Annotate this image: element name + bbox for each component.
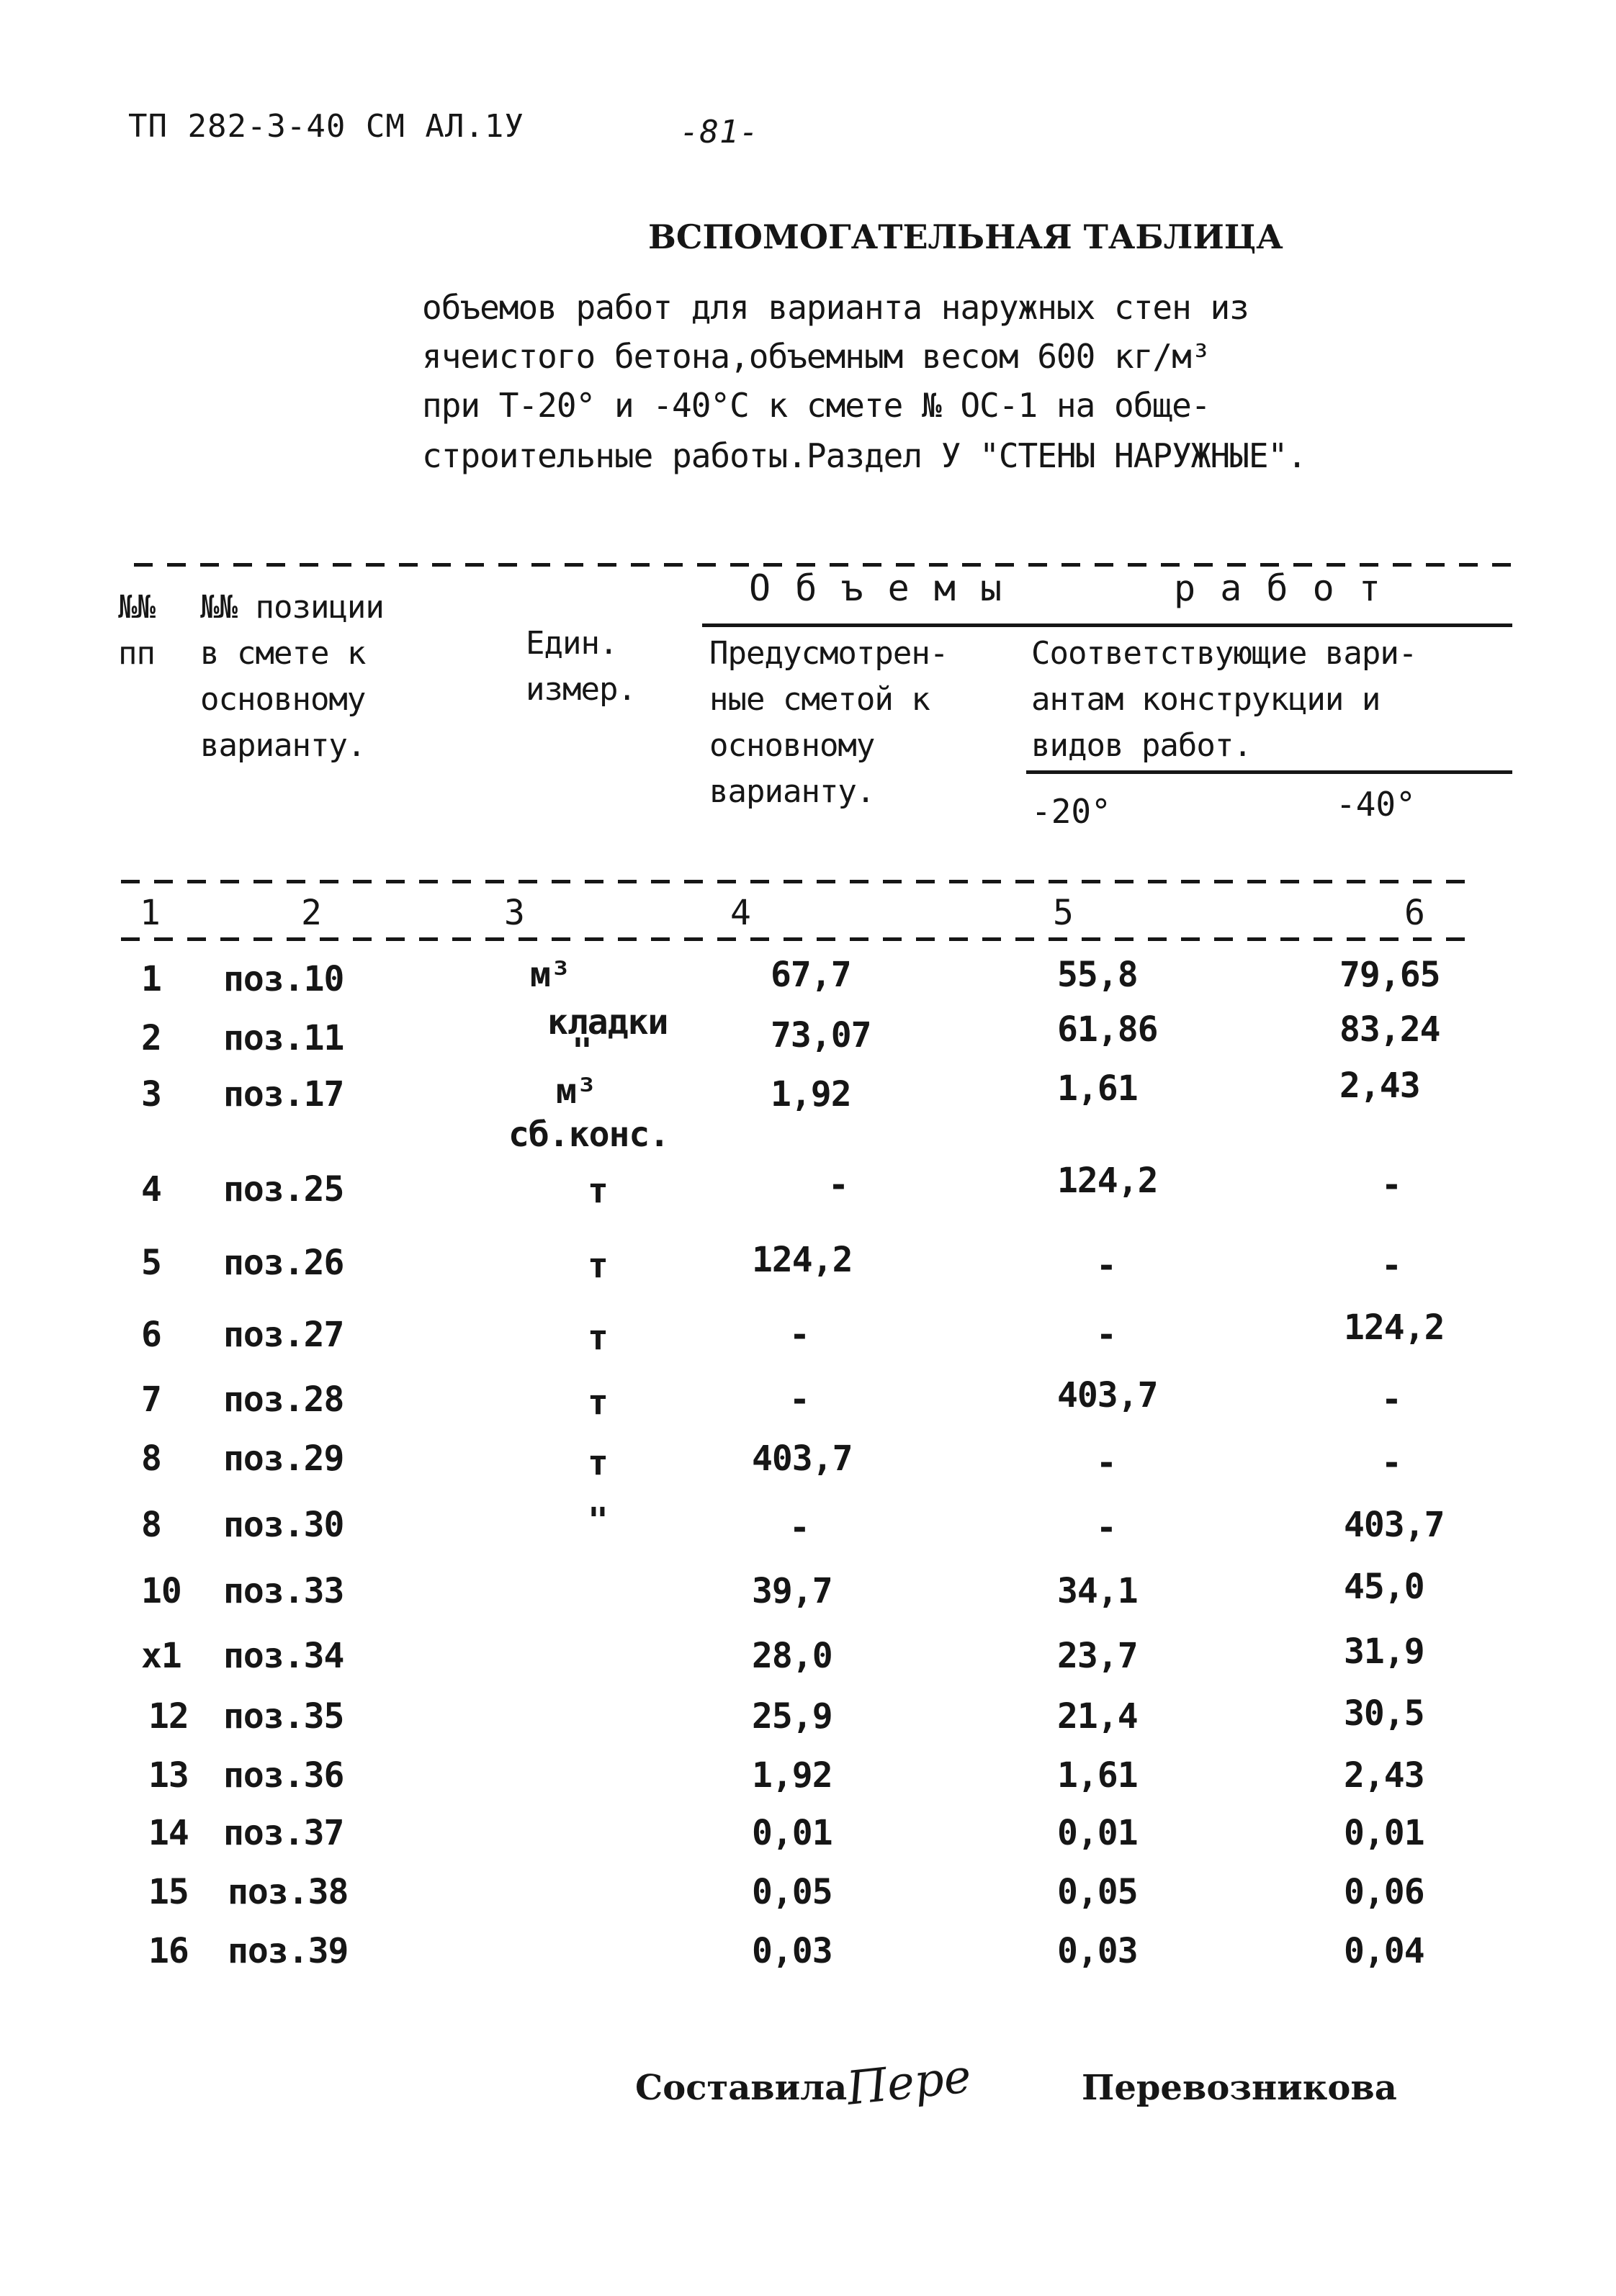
header-col2: №№ позиции в смете к основному варианту. (200, 589, 384, 764)
row-5-col4: 124,2 (752, 1240, 853, 1280)
row-2-unit-ditto: " (572, 1031, 592, 1071)
row-9-number: 8 (141, 1505, 161, 1545)
row-6-col5: - (1096, 1315, 1116, 1355)
colnum-2: 2 (301, 893, 322, 933)
row-6-col4: - (789, 1315, 809, 1355)
description-line-3: при Т-20° и -40°С к смете № ОС-1 на обще- (422, 386, 1211, 425)
row-7-position: поз.28 (223, 1379, 344, 1420)
row-13-number: 13 (148, 1755, 189, 1796)
row-11-col6: 31,9 (1344, 1631, 1424, 1672)
row-6-position: поз.27 (223, 1315, 344, 1355)
row-10-col5: 34,1 (1057, 1571, 1138, 1611)
table-title: ВСПОМОГАТЕЛЬНАЯ ТАБЛИЦА (648, 217, 1283, 256)
page-number: -81- (680, 114, 759, 150)
row-3-unit-line2: сб.конс. (508, 1115, 670, 1155)
row-14-col4: 0,01 (752, 1813, 832, 1853)
colnum-3: 3 (504, 893, 525, 933)
row-15-col5: 0,05 (1057, 1872, 1138, 1912)
row-14-col5: 0,01 (1057, 1813, 1138, 1853)
header-col4: Предусмотрен- ные сметой к основному варианту. (709, 635, 948, 810)
header-works: р а б о т (1174, 567, 1382, 609)
row-9-unit: " (588, 1500, 608, 1541)
row-8-col4: 403,7 (752, 1439, 853, 1479)
compiled-label: Составила (635, 2068, 848, 2108)
row-16-col5: 0,03 (1057, 1931, 1138, 1971)
header-volumes: О б ъ е м ы (749, 567, 1004, 609)
row-15-position: поз.38 (228, 1872, 349, 1912)
row-6-number: 6 (141, 1315, 161, 1355)
row-11-position: поз.34 (223, 1636, 344, 1676)
row-1-col6: 79,65 (1339, 955, 1440, 995)
header-bottom-rule (121, 880, 1475, 883)
row-5-col6: - (1381, 1246, 1401, 1286)
row-1-col5: 55,8 (1057, 955, 1138, 995)
row-3-col4: 1,92 (771, 1074, 851, 1115)
row-13-col6: 2,43 (1344, 1755, 1424, 1796)
header-col56: Соответствующие вари- антам конструкции и видов работ. (1031, 635, 1417, 764)
row-9-col6: 403,7 (1344, 1505, 1445, 1545)
row-13-position: поз.36 (223, 1755, 344, 1796)
row-3-unit: м³ (556, 1071, 596, 1112)
row-5-col5: - (1096, 1246, 1116, 1286)
row-10-col6: 45,0 (1344, 1567, 1424, 1607)
row-2-col5: 61,86 (1057, 1009, 1158, 1050)
row-1-position: поз.10 (223, 959, 344, 999)
row-16-number: 16 (148, 1931, 189, 1971)
row-10-position: поз.33 (223, 1571, 344, 1611)
row-10-col4: 39,7 (752, 1571, 832, 1611)
colnum-6: 6 (1404, 893, 1425, 933)
header-col6: -40° (1336, 785, 1416, 824)
row-7-unit: т (588, 1382, 608, 1423)
row-7-col4: - (789, 1379, 809, 1420)
row-4-unit: т (588, 1171, 608, 1211)
row-14-position: поз.37 (223, 1813, 344, 1853)
row-14-number: 14 (148, 1813, 189, 1853)
row-12-col5: 21,4 (1057, 1696, 1138, 1737)
row-9-col4: - (789, 1508, 809, 1548)
row-3-number: 3 (141, 1074, 161, 1115)
row-12-col6: 30,5 (1344, 1693, 1424, 1734)
row-16-col6: 0,04 (1344, 1931, 1424, 1971)
row-4-col5: 124,2 (1057, 1161, 1158, 1201)
row-5-position: поз.26 (223, 1243, 344, 1283)
document-code: ТП 282-3-40 СМ АЛ.1У (128, 108, 524, 145)
row-4-col6: - (1381, 1165, 1401, 1205)
row-4-col4: - (828, 1165, 848, 1205)
colnum-4: 4 (730, 893, 751, 933)
row-2-number: 2 (141, 1018, 161, 1058)
row-2-col6: 83,24 (1339, 1009, 1440, 1050)
header-col5: -20° (1031, 792, 1111, 831)
row-4-number: 4 (141, 1169, 161, 1210)
row-1-unit: м³ (530, 955, 570, 995)
header-col1: №№ пп (118, 589, 155, 672)
row-12-number: 12 (148, 1696, 189, 1737)
table-top-rule (134, 563, 1514, 567)
row-15-col6: 0,06 (1344, 1872, 1424, 1912)
colnum-5: 5 (1053, 893, 1074, 933)
row-7-col5: 403,7 (1057, 1375, 1158, 1415)
row-2-col4: 73,07 (771, 1015, 871, 1055)
row-2-unit: кладки (547, 1002, 668, 1043)
row-16-col4: 0,03 (752, 1931, 832, 1971)
row-1-col4: 67,7 (771, 955, 851, 995)
description-line-4: строительные работы.Раздел У "СТЕНЫ НАРУЖНЫЕ". (422, 436, 1306, 475)
row-11-number: х1 (141, 1636, 181, 1676)
row-11-col4: 28,0 (752, 1636, 832, 1676)
row-9-col5: - (1096, 1508, 1116, 1548)
row-9-position: поз.30 (223, 1505, 344, 1545)
header-col3: Един. измер. (526, 625, 636, 708)
row-6-col6: 124,2 (1344, 1307, 1445, 1348)
row-1-number: 1 (141, 959, 161, 999)
row-15-number: 15 (148, 1872, 189, 1912)
colnum-bottom-rule (121, 937, 1475, 941)
row-5-number: 5 (141, 1243, 161, 1283)
row-8-col5: - (1096, 1443, 1116, 1483)
row-12-col4: 25,9 (752, 1696, 832, 1737)
row-5-unit: т (588, 1246, 608, 1286)
row-3-col5: 1,61 (1057, 1068, 1138, 1109)
subgroup-underline (1026, 770, 1512, 774)
row-7-number: 7 (141, 1379, 161, 1420)
row-2-position: поз.11 (223, 1018, 344, 1058)
colnum-1: 1 (140, 893, 161, 933)
row-8-position: поз.29 (223, 1439, 344, 1479)
row-10-number: 10 (141, 1571, 181, 1611)
row-8-number: 8 (141, 1439, 161, 1479)
row-7-col6: - (1381, 1379, 1401, 1420)
handwritten-signature: Пере (844, 2050, 974, 2116)
row-14-col6: 0,01 (1344, 1813, 1424, 1853)
row-13-col4: 1,92 (752, 1755, 832, 1796)
row-11-col5: 23,7 (1057, 1636, 1138, 1676)
row-6-unit: т (588, 1318, 608, 1358)
row-3-position: поз.17 (223, 1074, 344, 1115)
row-16-position: поз.39 (228, 1931, 349, 1971)
row-15-col4: 0,05 (752, 1872, 832, 1912)
row-3-col6: 2,43 (1339, 1066, 1420, 1106)
row-13-col5: 1,61 (1057, 1755, 1138, 1796)
row-8-col6: - (1381, 1443, 1401, 1483)
description-line-1: объемов работ для варианта наружных стен из (422, 288, 1249, 327)
row-4-position: поз.25 (223, 1169, 344, 1210)
description-line-2: ячеистого бетона,объемным весом 600 кг/м³ (422, 337, 1211, 376)
row-8-unit: т (588, 1443, 608, 1483)
author-name: Перевозникова (1082, 2068, 1397, 2108)
row-12-position: поз.35 (223, 1696, 344, 1737)
group-underline (702, 623, 1512, 627)
